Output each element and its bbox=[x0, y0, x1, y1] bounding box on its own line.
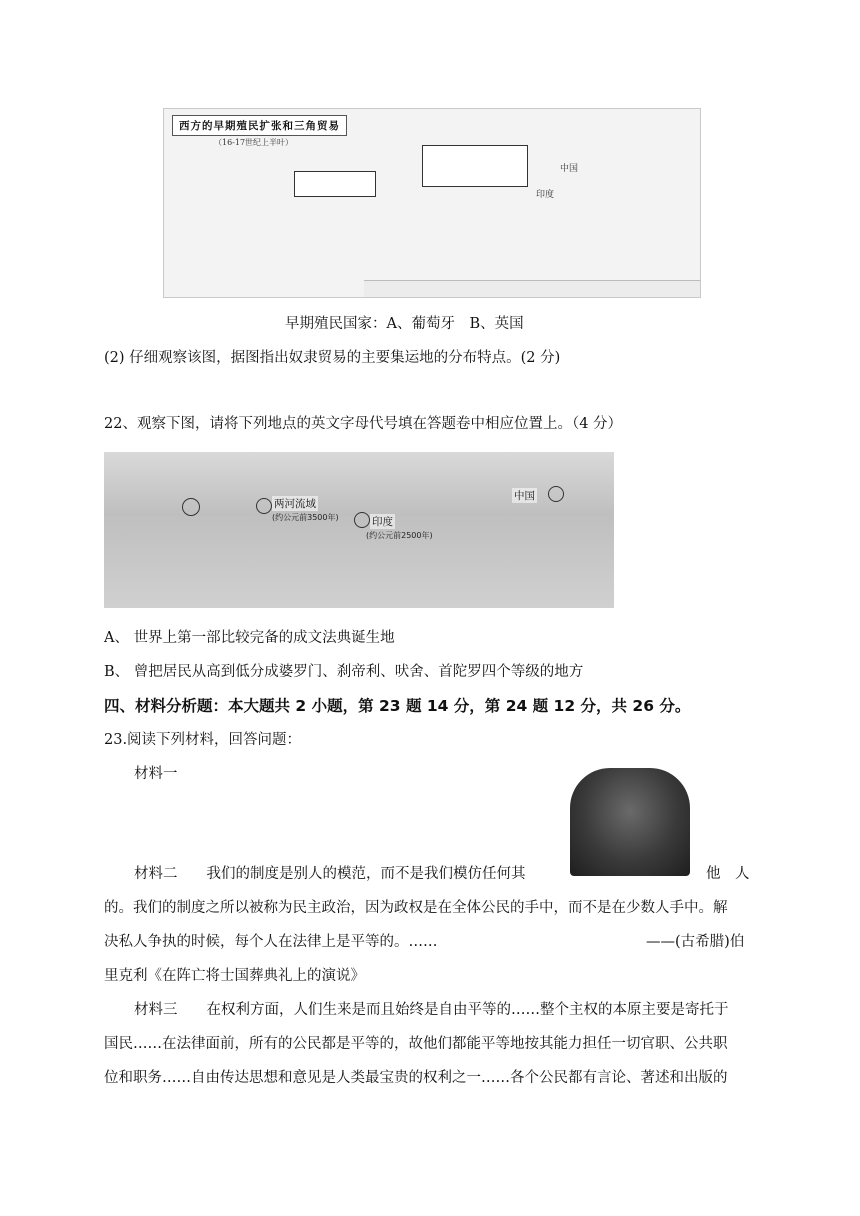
map-sublabel-mesopotamia: (约公元前3500年) bbox=[272, 513, 339, 522]
map-label-india: 印度 bbox=[536, 190, 555, 200]
map-label-china: 中国 bbox=[514, 490, 535, 502]
material-1-label: 材料一 bbox=[134, 766, 178, 782]
material-3-line-1: 材料三 在权利方面，人们生来是而且始终是自由平等的……整个主权的本原主要是寄托于 bbox=[134, 1002, 729, 1018]
map-legend bbox=[364, 280, 700, 297]
map-sublabel-india: (约公元前2500年) bbox=[366, 531, 433, 540]
question-22: 22、观察下图，请将下列地点的英文字母代号填在答题卷中相应位置上。（4 分） bbox=[104, 416, 623, 432]
map-subtitle: （16-17世纪上半叶） bbox=[214, 138, 294, 147]
ancient-civilizations-map bbox=[104, 452, 614, 608]
location-circle-india bbox=[354, 512, 370, 528]
answer-blank-box-b[interactable] bbox=[422, 145, 528, 187]
colonial-trade-map bbox=[163, 108, 701, 298]
map-label-mesopotamia: 两河流域 bbox=[274, 498, 316, 510]
hammurabi-code-stele-image bbox=[570, 768, 690, 876]
material-2-source: 里克利《在阵亡将士国葬典礼上的演说》 bbox=[104, 968, 365, 984]
map1-caption: 早期殖民国家：A、葡萄牙 B、英国 bbox=[285, 316, 524, 332]
map-title: 西方的早期殖民扩张和三角贸易 bbox=[172, 115, 347, 136]
location-circle-china bbox=[548, 486, 564, 502]
location-circle-egypt bbox=[182, 498, 200, 516]
material-2-line-2: 的。我们的制度之所以被称为民主政治，因为政权是在全体公民的手中，而不是在少数人手中。解 bbox=[104, 900, 728, 916]
question-23: 23.阅读下列材料，回答问题： bbox=[104, 732, 302, 748]
material-2-line-1: 材料二 我们的制度是别人的模范，而不是我们模仿任何其 bbox=[134, 866, 526, 882]
material-3-line-2: 国民……在法律面前，所有的公民都是平等的，故他们都能平等地按其能力担任一切官职、公共职 bbox=[104, 1036, 728, 1052]
material-3-line-3: 位和职务……自由传达思想和意见是人类最宝贵的权利之一……各个公民都有言论、著述和出版的 bbox=[104, 1070, 728, 1086]
map-label-india: 印度 bbox=[372, 516, 393, 528]
map-label-china: 中国 bbox=[560, 164, 579, 174]
question-21-2: (2) 仔细观察该图，据图指出奴隶贸易的主要集运地的分布特点。(2 分) bbox=[104, 350, 561, 366]
section-4-heading: 四、材料分析题：本大题共 2 小题，第 23 题 14 分，第 24 题 12 分，共 26 分。 bbox=[104, 697, 691, 715]
location-circle-mesopotamia bbox=[256, 498, 272, 514]
option-b: B、 曾把居民从高到低分成婆罗门、刹帝利、吠舍、首陀罗四个等级的地方 bbox=[104, 664, 584, 680]
option-a: A、 世界上第一部比较完备的成文法典诞生地 bbox=[104, 630, 395, 646]
material-2-line-3: 决私人争执的时候，每个人在法律上是平等的。…… bbox=[104, 934, 438, 950]
material-2-attribution: ——(古希腊)伯 bbox=[646, 934, 745, 950]
material-2-line-1-end: 他 人 bbox=[706, 866, 750, 882]
answer-blank-box-a[interactable] bbox=[294, 171, 376, 197]
